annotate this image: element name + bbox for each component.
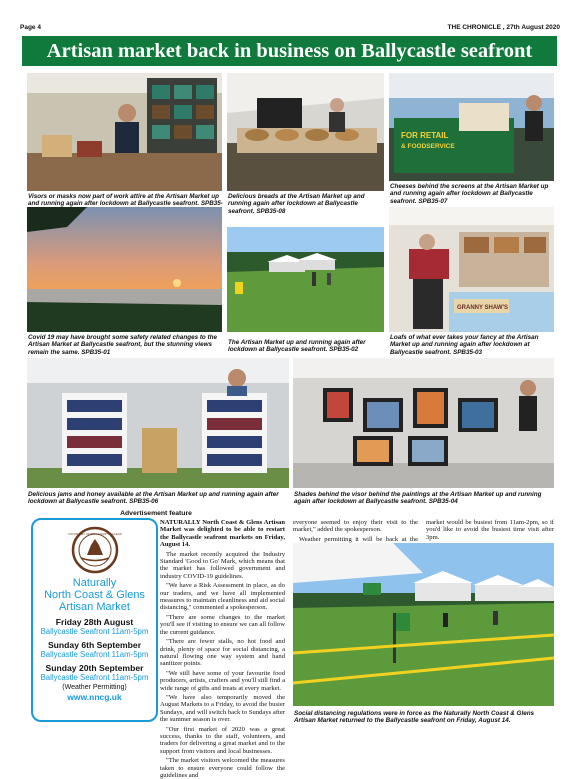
photo-sunset xyxy=(27,207,222,332)
photo-social-distancing xyxy=(293,543,554,706)
ad-title-line1: Naturally xyxy=(72,577,117,589)
caption-loafs: Loafs of what ever takes your fancy at the Artisan Market up and running again after lockdown at Ballycastle seafront. SPB35-03 xyxy=(390,334,539,356)
photo-visors-image xyxy=(27,73,222,191)
caption-breads: Delicious breads at the Artisan Market up and running again after lockdown at Ballycastle seafront. SPB35-08 xyxy=(228,193,365,215)
ad-website-link[interactable]: www.nncg.uk xyxy=(67,692,122,702)
article-column-1 xyxy=(160,519,285,779)
photo-social-distancing-image xyxy=(293,543,554,706)
ad-place-1: Ballycastle Seafront 11am-5pm xyxy=(40,627,149,636)
ad-date-3: Sunday 20th September xyxy=(45,663,144,673)
photo-jams-image xyxy=(27,358,289,488)
ad-title-line3: Artisan Market xyxy=(59,601,130,613)
photo-jams xyxy=(27,358,289,488)
photo-paintings-image xyxy=(293,358,554,488)
article-paragraph: "We have also temporarily moved the August Markets to a Friday, to avoid the busier Sundays, and will switch back to Sundays after the summer season is over. xyxy=(160,693,285,724)
caption-paintings: Shades behind the visor behind the paintings at the Artisan Market up and running again after lockdown at Ballycastle seafront. SPB35-04 xyxy=(294,491,542,506)
photo-cheeses xyxy=(389,73,554,181)
ad-place-2: Ballycastle Seafront 11am-5pm xyxy=(40,650,149,659)
article-paragraph: everyone seemed to enjoy their visit to the market," added the spokesperson. xyxy=(293,519,418,534)
article-paragraph: "We still have some of your favourite food producers, artists, crafters and you'll still find a wide range of gifts and treats at every market. xyxy=(160,669,285,692)
caption-market-green: The Artisan Market up and running again after lockdown at Ballycastle seafront. SPB35-02 xyxy=(228,339,366,354)
caption-cheeses: Cheeses behind the screens at the Artisan Market up and running again after lockdown at Ballycastle seafront. SPB35-07 xyxy=(390,183,549,205)
article-paragraph: "The market visitors welcomed the measures taken to ensure everyone could follow the guidelines and xyxy=(160,757,285,779)
caption-visors: Visors or masks now part of work attire at the Artisan Market up and running again after lockdown at Ballycastle seafront. SPB35- xyxy=(28,193,223,208)
photo-loafs xyxy=(389,207,554,332)
article-paragraph: "Our first market of 2020 was a great success, thanks to the staff, volunteers, and traders for delivering a great market and to the support from visitors and local businesses. xyxy=(160,725,285,755)
page-number: Page 4 xyxy=(20,24,41,31)
article-paragraph: Weather permitting it will be back at the xyxy=(299,535,418,543)
market-advert xyxy=(31,518,158,722)
ad-date-2: Sunday 6th September xyxy=(47,640,142,650)
ad-date-1: Friday 28th August xyxy=(55,617,134,627)
logo-ring-text: NATURALLY NORTH COAST & GLENS xyxy=(67,532,122,536)
ad-place-3: Ballycastle Seafront 11am-5pm xyxy=(40,673,149,682)
page-header xyxy=(20,24,560,34)
photo-loafs-image xyxy=(389,207,554,332)
publication-date: THE CHRONICLE , 27th August 2020 xyxy=(447,24,560,31)
headline-banner: Artisan market back in business on Ballycastle seafront xyxy=(22,36,557,66)
article-paragraph: market would be busiest from 11am-2pm, so if you'd like to avoid the busiest time visit after 3pm. xyxy=(426,519,554,541)
ad-weather-permitting: (Weather Permitting) xyxy=(62,684,127,691)
article-paragraph: The market recently acquired the Industry Standard 'Good to Go' Mark, which means that the market has followed government and industry COVID-19 guidelines. xyxy=(160,550,285,580)
article-column-3 xyxy=(426,519,554,541)
retail-sign-line1: FOR RETAIL xyxy=(401,131,449,140)
caption-sunset: Covid 19 may have brought some safety related changes to the Artisan Market at Ballycastle seafront, but the stunning views remain the same. SPB35-01 xyxy=(28,334,217,356)
article-paragraph: "We have a Risk Assessment in place, as do our traders, and we have all implemented measures to maintain cleanliness and aid social distancing," commented a spokesperson. xyxy=(160,582,285,612)
article-lead-paragraph: NATURALLY North Coast & Glens Artisan Market was delighted to be able to restart the Ballycastle seafront markets on Friday, August 14. xyxy=(160,519,285,549)
caption-jams: Delicious jams and honey available at the Artisan Market up and running again after lockdown at Ballycastle seafront. SPB35-06 xyxy=(28,491,279,506)
retail-sign-line2: & FOODSERVICE xyxy=(401,143,455,150)
advertisement-feature-label: Advertisement feature xyxy=(120,510,192,517)
photo-paintings xyxy=(293,358,554,488)
photo-market-green xyxy=(227,227,384,332)
article-paragraph: "There are fewer stalls, no hot food and drink, plenty of space for social distancing, a natural flowing one way system and hand sanitizer points. xyxy=(160,638,285,668)
article-column-2 xyxy=(293,519,418,541)
market-logo-icon xyxy=(65,525,125,575)
granny-shaws-sign: GRANNY SHAW'S xyxy=(457,305,508,311)
photo-sunset-image xyxy=(27,207,222,332)
article-paragraph: "There are some changes to the market you'll see if visiting to ensure we can all follow the current guidance. xyxy=(160,613,285,636)
photo-cheeses-image xyxy=(389,73,554,181)
caption-social-distancing: Social distancing regulations were in force as the Naturally North Coast & Glens Artisan Market returned to the Ballycastle seafront on Friday, August 14. xyxy=(294,710,535,725)
photo-breads-image xyxy=(227,73,384,191)
photo-visors xyxy=(27,73,222,191)
photo-breads xyxy=(227,73,384,191)
ad-title-line2: North Coast & Glens xyxy=(44,589,145,601)
photo-market-green-image xyxy=(227,227,384,332)
